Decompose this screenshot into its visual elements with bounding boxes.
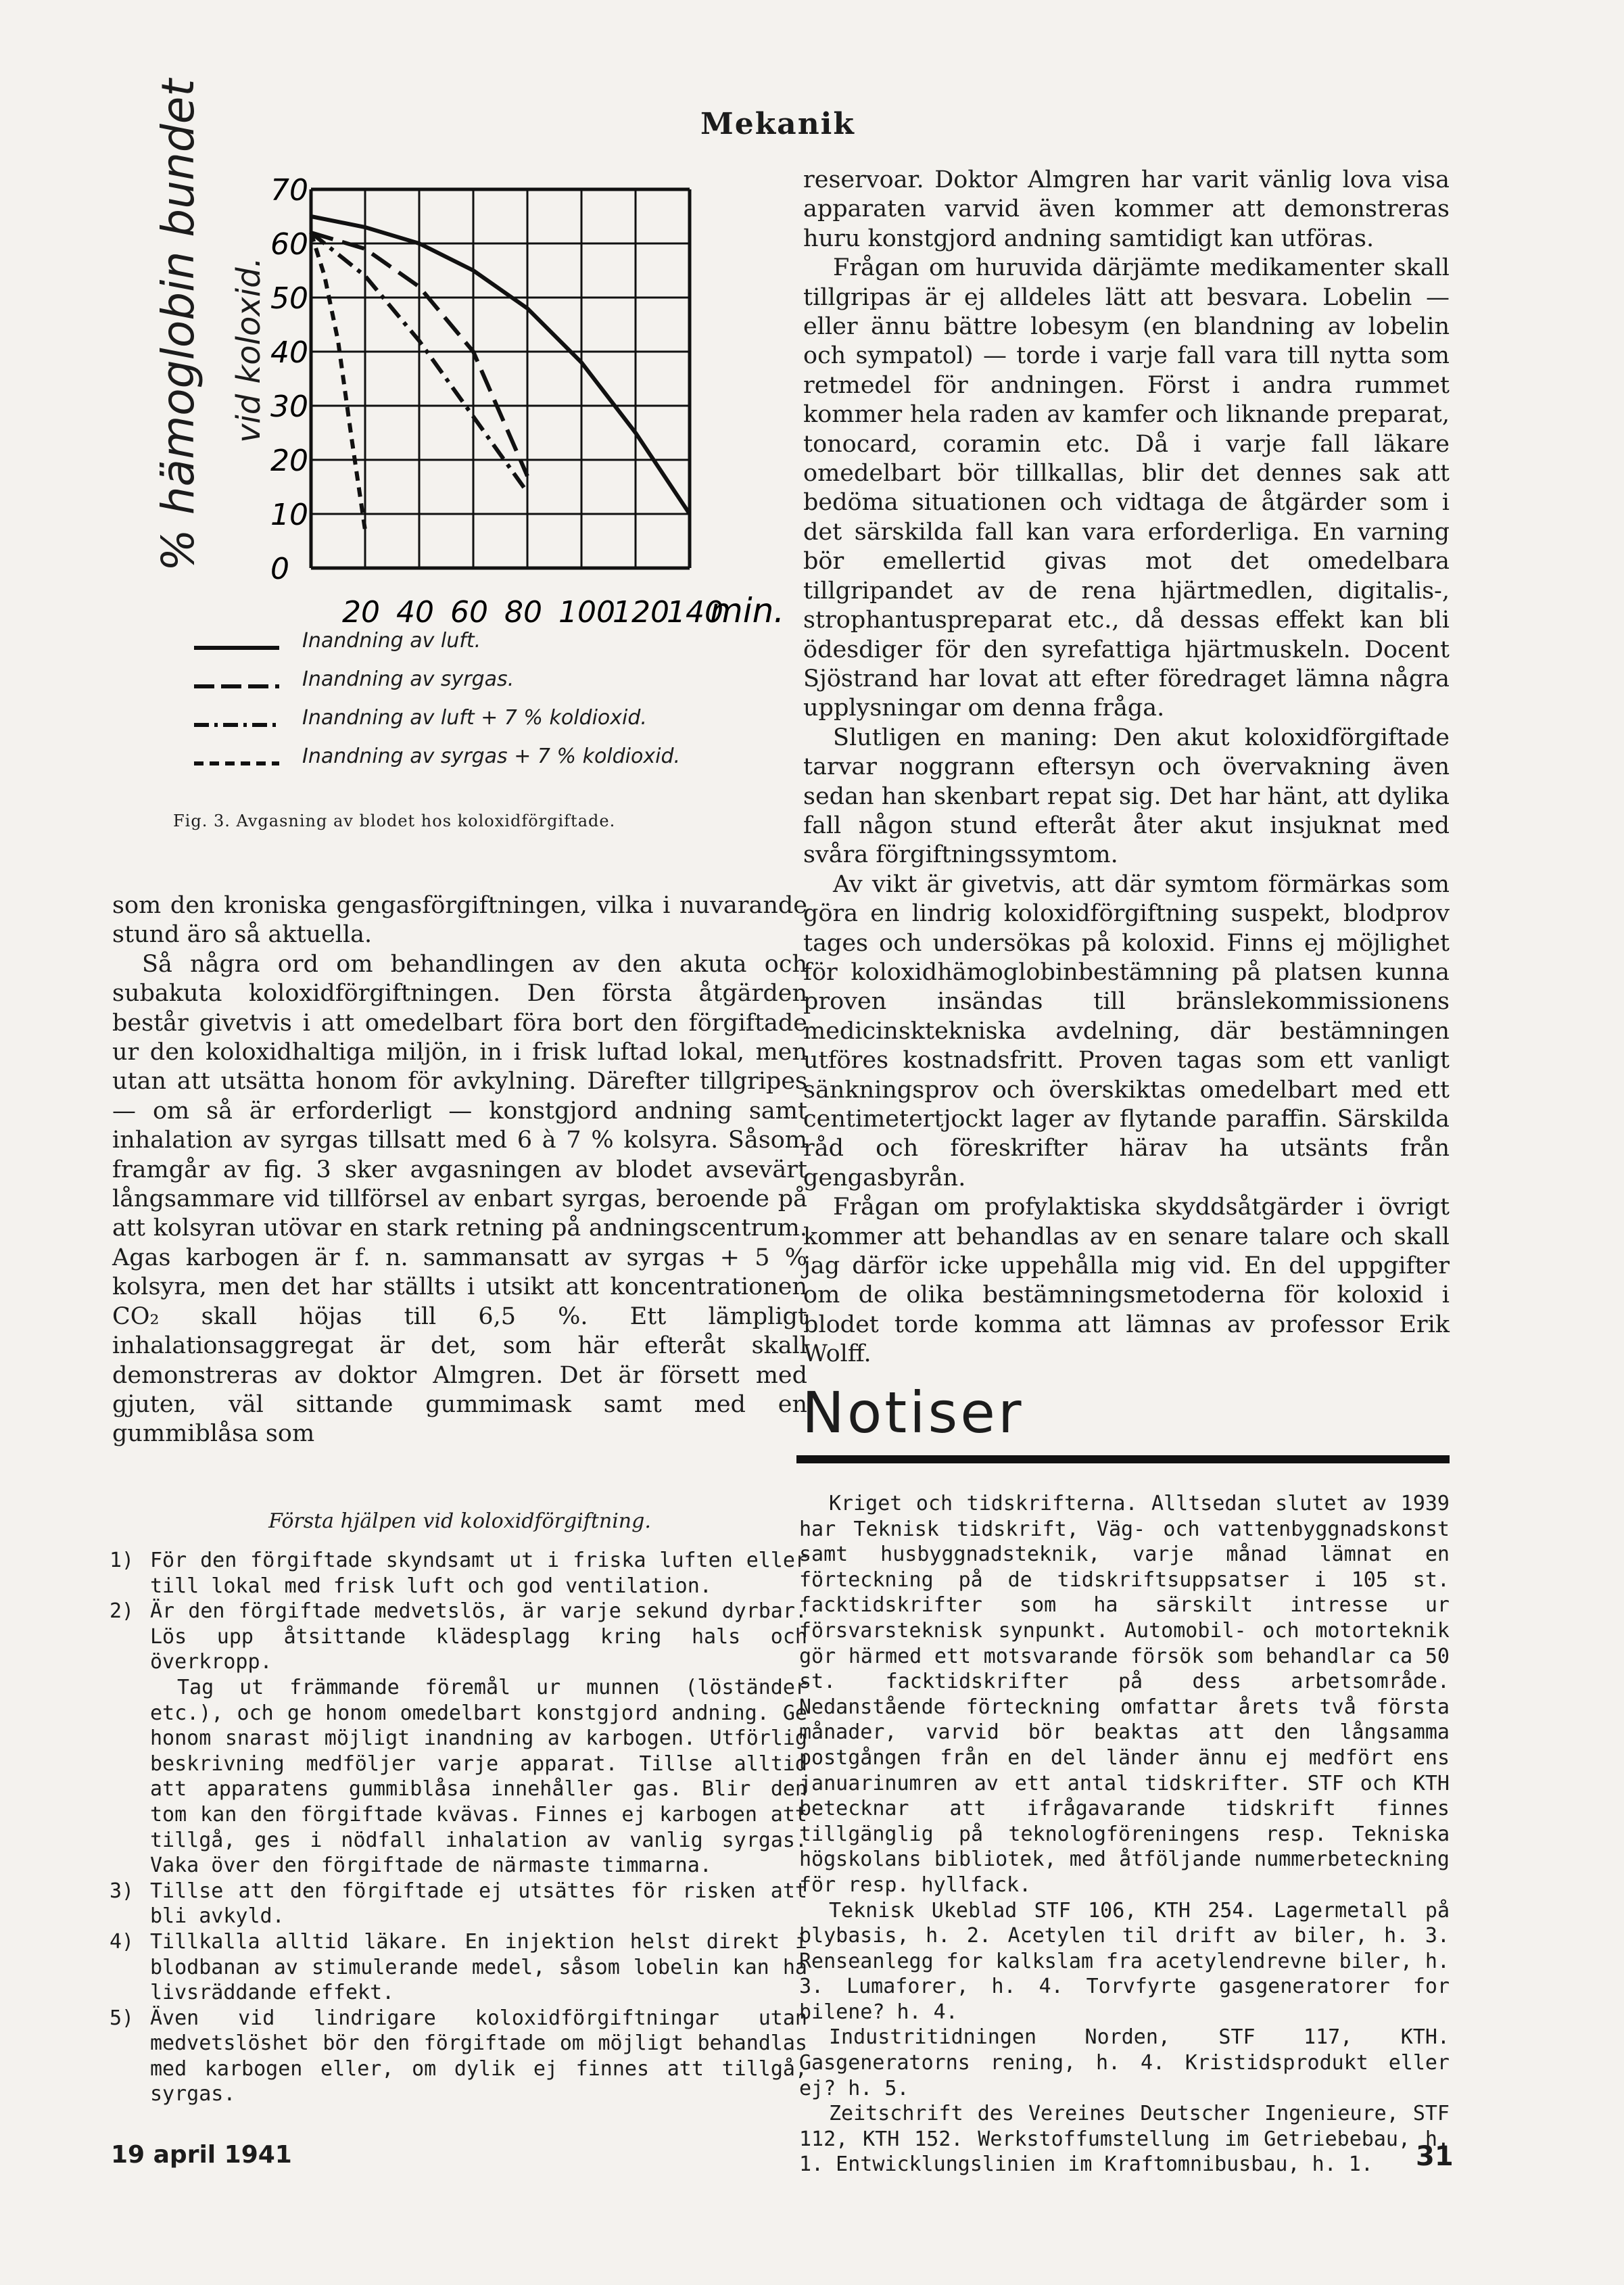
y-tick-label: 0 xyxy=(270,552,289,586)
notis-paragraph: Teknisk Ukeblad STF 106, KTH 254. Lagermetall på blybasis, h. 2. Acetylen til drift av biler, h. 3. Renseanlegg for kalkslam fra acetylendrevne biler, h. 3. Lumaforer, h. 4. Torvfyrte gasgeneratorer for bilene? h. 4. xyxy=(799,1898,1450,2024)
right-paragraph: Frågan om profylaktiska skyddsåtgärder i övrigt kommer att behandlas av en senare talare och skall jag därför icke uppehålla mig vid. En del uppgifter om de olika bestämningsmetoderna för koloxid i blodet torde komma att lämnas av professor Erik Wolff. xyxy=(803,1194,1450,1368)
item-text: Tillkalla alltid läkare. En injektion helst direkt i blodbanan av stimulerande medel, såsom lobelin kan ha livsräddande effekt. xyxy=(150,1929,807,2005)
y-tick-label: 40 xyxy=(270,335,308,370)
left-column xyxy=(112,891,807,1449)
notis-paragraph: Kriget och tidskrifterna. Alltsedan slutet av 1939 har Teknisk tidskrift, Väg- och vattenbyggnadskonst samt husbyggnadsteknik, varje månad lämnat en förteckning på de tidskriftsuppsatser i 105 st. facktidskrifter som ha särskilt intresse ur försvarsteknisk synpunkt. Automobil- och motorteknik gör härmed ett motsvarande försök som behandlar ca 50 st. facktidskrifter på dess arbetsområde. Nedanstående förteckning omfattar årets två första månader, varvid bör beaktas att den långsamma postgången från en del länder ännu ej medfört ens januarinumren av ett antal tidskrifter. STF och KTH betecknar att ifrågavarande tidskrift finnes tillgänglig på teknologföreningens resp. Tekniska högskolans bibliotek, med åtföljande nummerbeteckning för resp. hyllfack. xyxy=(799,1492,1450,1897)
x-tick-label: 80 xyxy=(504,595,542,630)
y-tick-label: 20 xyxy=(270,444,308,478)
item-text: Är den förgiftade medvetslös, är varje sekund dyrbar. Lös upp åtsittande klädesplagg kring hals och överkropp. xyxy=(150,1599,807,1674)
left-paragraph: som den kroniska gengasförgiftningen, vilka i nuvarande stund äro så aktuella. xyxy=(112,892,807,949)
item-text: Även vid lindrigare koloxidförgiftningar utan medvetslöshet bör den förgiftade om möjligt behandlas med karbogen eller, om dylik ej finnes att tillgå, syrgas. xyxy=(150,2006,807,2106)
x-tick-labels xyxy=(342,595,723,630)
chart-grid xyxy=(311,189,690,568)
chart-lines xyxy=(311,216,690,530)
y-tick-label: 10 xyxy=(270,498,308,532)
first-aid-list xyxy=(110,1548,807,2107)
right-paragraph: Av vikt är givetvis, att där symtom förmärkas som göra en lindrig koloxidförgiftning suspekt, blodprov tages och undersökas på koloxid. Finns ej möjlighet för koloxidhämoglobinbestämning på platsen kunna proven insändas till bränslekommissionens medicinsktekniska avdelning, där bestämningen utföres kostnadsfritt. Proven tagas som ett vanligt sänkningsprov och överskiktas omedelbart med ett centimetertjockt lager av flytande paraffin. Särskilda råd och föreskrifter härav ha utsänts från gengasbyrån. xyxy=(803,870,1450,1192)
legend-short-dash-line xyxy=(193,757,281,770)
section-header: Mekanik xyxy=(700,107,855,141)
first-aid-item xyxy=(110,1879,807,1929)
first-aid-item xyxy=(110,1599,807,1675)
footer-date: 19 april 1941 xyxy=(111,2141,292,2169)
item-number: 4) xyxy=(110,1929,135,1954)
page-number: 31 xyxy=(1416,2141,1454,2172)
first-aid-title: Första hjälpen vid koloxidförgiftning. xyxy=(268,1509,651,1533)
y-tick-label: 30 xyxy=(270,390,308,424)
item-number: 5) xyxy=(110,2006,135,2030)
item-text: För den förgiftade skyndsamt ut i friska luften eller till lokal med frisk luft och god ventilation. xyxy=(150,1549,807,1598)
legend-solid-line xyxy=(193,641,281,655)
x-tick-label: 140 xyxy=(667,595,723,630)
left-paragraph: Så några ord om behandlingen av den akuta och subakuta koloxidförgiftningen. Den första åtgärden består givetvis i att omedelbart föra bort den förgiftade ur den koloxidhaltiga miljön, in i frisk luftad lokal, men utan att utsätta honom för avkylning. Därefter tillgripes — om så är erforderligt — konstgjord andning samt inhalation av syrgas tillsatt med 6 à 7 % kolsyra. Såsom framgår av fig. 3 sker avgasningen av blodet avsevärt långsammare vid tillförsel av enbart syrgas, beroende på att kolsyran utövar en stark retning på andningscentrum. Agas karbogen är f. n. sammansatt av syrgas + 5 % kolsyra, men det har ställts i utsikt att koncentrationen CO₂ skall höjas till 6,5 %. Ett lämpligt inhalationsaggregat är det, som här efteråt skall demonstreras av doktor Almgren. Det är försett med gjuten, väl sittande gummimask samt med en gummiblåsa som xyxy=(112,950,807,1448)
figure-caption: Fig. 3. Avgasning av blodet hos koloxidförgiftade. xyxy=(173,811,616,830)
first-aid-item xyxy=(110,1548,807,1599)
notiser-heading: Notiser xyxy=(802,1380,1024,1446)
right-column xyxy=(803,166,1450,1369)
legend-label: Inandning av syrgas + 7 % koldioxid. xyxy=(302,745,681,768)
series-line-1 xyxy=(311,216,690,514)
item-text: Tag ut främmande föremål ur munnen (löständer etc.), och ge honom omedelbart konstgjord andning. Ge honom snarast möjligt inandning av karbogen. Utförlig beskrivning medföljer varje apparat. Tillse alltid att apparatens gummiblåsa innehåller gas. Blir den tom kan den förgiftade kvävas. Finnes ej karbogen att tillgå, ges i nödfall inhalation av vanlig syrgas. Vaka över den förgiftade de närmaste timmarna. xyxy=(150,1675,807,1878)
right-paragraph: reservoar. Doktor Almgren har varit vänlig lova visa apparaten varvid även kommer att demonstreras huru konstgjord andning samtidigt kan utföras. xyxy=(803,166,1450,252)
y-axis-label-2: vid koloxid. xyxy=(230,257,268,443)
item-number: 1) xyxy=(110,1549,135,1572)
y-tick-label: 60 xyxy=(270,227,308,262)
x-tick-label: 60 xyxy=(450,595,488,630)
legend-label: Inandning av luft. xyxy=(302,629,481,653)
heading-rule xyxy=(796,1455,1450,1463)
x-tick-label: 100 xyxy=(558,595,615,630)
hemoglobin-chart xyxy=(257,169,785,642)
y-tick-labels xyxy=(270,173,308,586)
y-tick-label: 50 xyxy=(270,281,308,316)
series-line-4 xyxy=(311,233,365,530)
y-axis-label: % hämoglobin bundet xyxy=(152,78,204,571)
first-aid-item xyxy=(110,2006,807,2107)
legend-dashed-line xyxy=(193,680,281,693)
first-aid-item xyxy=(110,1929,807,2006)
right-paragraph: Slutligen en maning: Den akut koloxidförgiftade tarvar noggrann eftersyn och övervakning även sedan han skenbart repat sig. Det har hänt, att dylika fall någon stund efteråt åter akut insjuknat med svåra förgiftningssymtom. xyxy=(803,724,1450,869)
y-tick-label: 70 xyxy=(270,173,308,208)
x-tick-label: 40 xyxy=(396,595,434,630)
item-text: Tillse att den förgiftade ej utsättes för risken att bli avkyld. xyxy=(150,1879,807,1929)
item-number: 2) xyxy=(110,1599,135,1624)
legend-label: Inandning av syrgas. xyxy=(302,667,515,691)
x-tick-label: 120 xyxy=(613,595,669,630)
legend-label: Inandning av luft + 7 % koldioxid. xyxy=(302,706,647,730)
notiser-text xyxy=(799,1491,1450,2177)
item-number: 3) xyxy=(110,1879,135,1903)
x-axis-unit: min. xyxy=(710,591,785,630)
notis-paragraph: Zeitschrift des Vereines Deutscher Ingenieure, STF 112, KTH 152. Werkstoffumstellung im Getriebebau, h. 1. Entwicklungslinien im Kraftomnibusbau, h. 1. xyxy=(799,2102,1450,2177)
first-aid-item xyxy=(110,1675,807,1879)
chart-legend xyxy=(193,629,707,783)
x-tick-label: 20 xyxy=(342,595,380,630)
notis-paragraph: Industritidningen Norden, STF 117, KTH. Gasgeneratorns rening, h. 4. Kristidsprodukt eller ej? h. 5. xyxy=(799,2025,1450,2100)
legend-dashdot-line xyxy=(193,718,281,732)
right-paragraph: Frågan om huruvida därjämte medikamenter skall tillgripas är ej alldeles lätt att besvara. Lobelin — eller ännu bättre lobesym (en blandning av lobelin och sympatol) — torde i varje fall vara till nytta som retmedel för andningen. Först i andra rummet kommer hela raden av kamfer och liknande preparat, tonocard, coramin etc. Då i varje fall läkare omedelbart bör tillkallas, blir det dennes sak att bedöma situationen och vidtaga de åtgärder som i det särskilda fall kan vara erforderliga. En varning bör emellertid givas mot det omedelbara tillgripandet av de rena hjärtmedlen, digitalis-, strophantuspreparat etc., då dessas effekt kan bli ödesdiger för den syrefattiga hjärtmuskeln. Docent Sjöstrand har lovat att efter föredraget lämna några upplysningar om denna fråga. xyxy=(803,254,1450,722)
